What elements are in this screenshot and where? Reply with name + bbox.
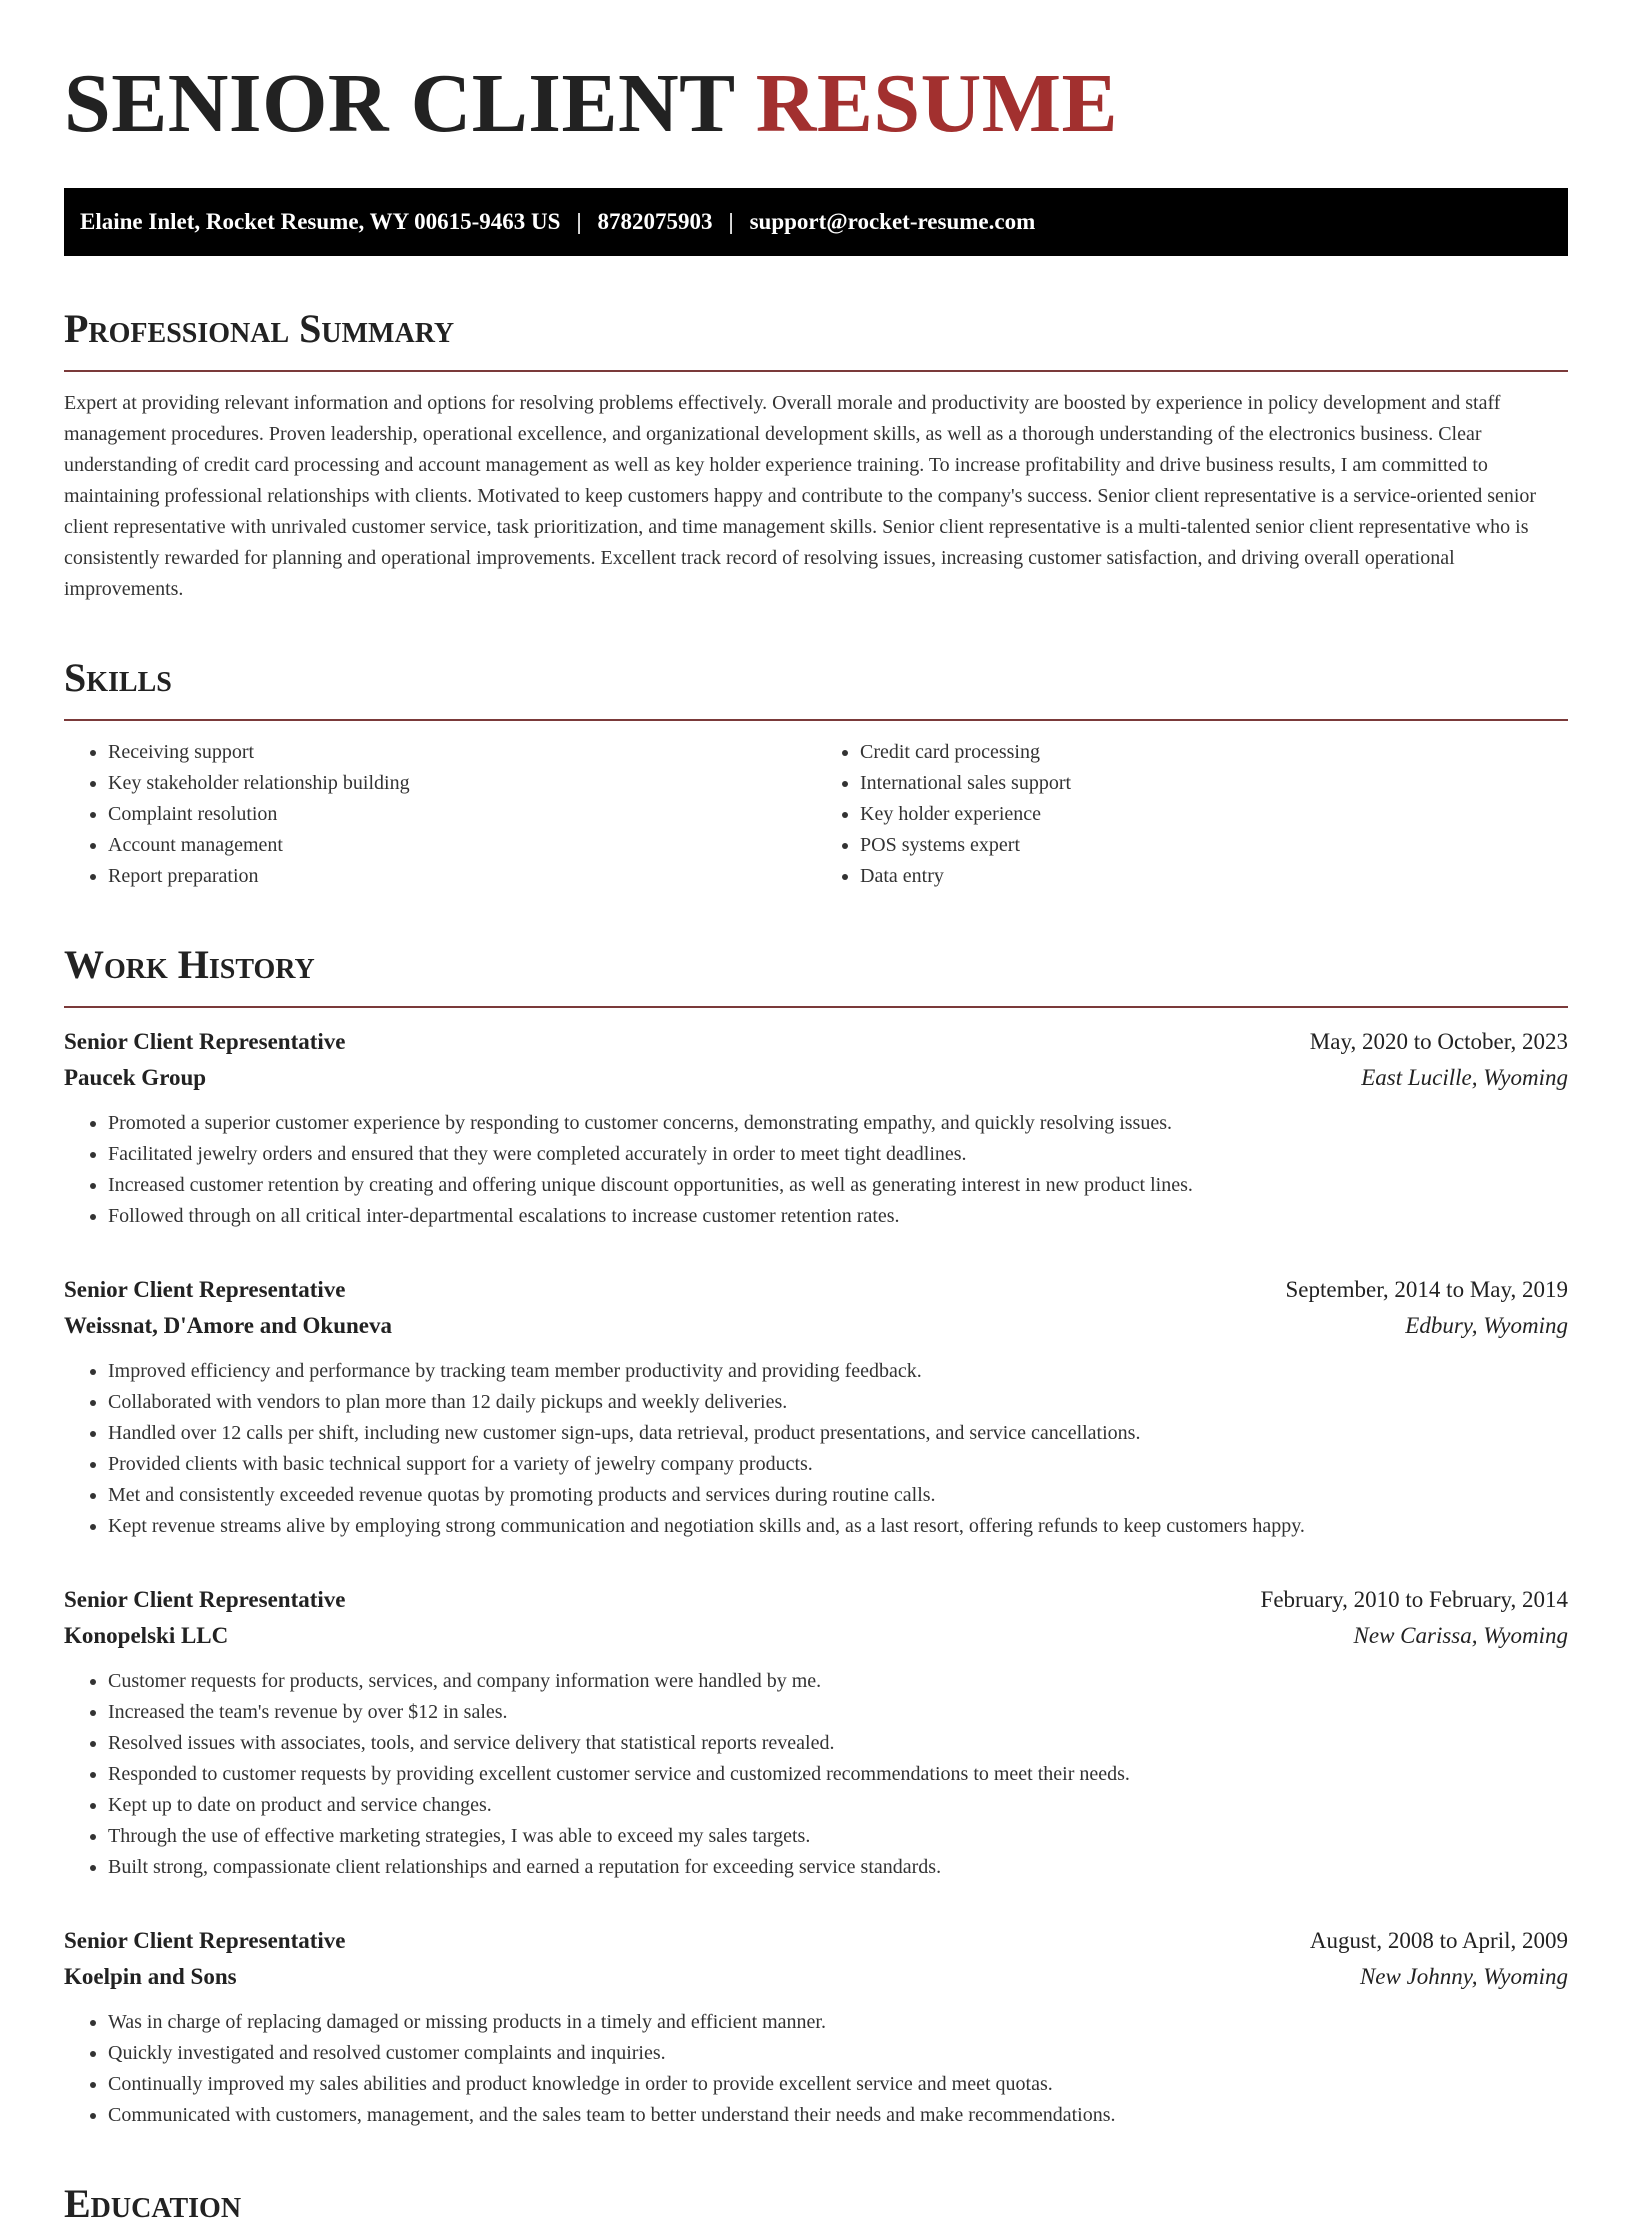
job-bullet: • Was in charge of replacing damaged or missing products in a timely and efficient manner.	[108, 2007, 1568, 2038]
education-heading: Education	[64, 2181, 242, 2226]
job-dates: August, 2008 to April, 2009	[1309, 1928, 1568, 1953]
job-bullet: • Promoted a superior customer experience by responding to customer concerns, demonstrating empathy, and quickly resolving issues.	[108, 1108, 1568, 1139]
skill-item: • Credit card processing	[860, 737, 1568, 768]
job-dates: May, 2020 to October, 2023	[1309, 1029, 1568, 1054]
job-bullet: • Met and consistently exceeded revenue quotas by promoting products and services during routine calls.	[108, 1480, 1568, 1511]
job-location: Edbury, Wyoming	[1405, 1313, 1568, 1338]
job-title: Senior Client Representative	[64, 1587, 346, 1612]
job-title: Senior Client Representative	[64, 1928, 346, 1953]
job-entry	[64, 1024, 1568, 1232]
job-bullet: • Improved efficiency and performance by tracking team member productivity and providing feedback.	[108, 1356, 1568, 1387]
skill-item: • Key holder experience	[860, 799, 1568, 830]
contact-email: support@rocket-resume.com	[749, 209, 1036, 234]
section-divider	[64, 1006, 1568, 1008]
skills-heading: Skills	[64, 655, 172, 700]
skill-item: • Complaint resolution	[108, 799, 816, 830]
job-location: East Lucille, Wyoming	[1361, 1065, 1568, 1090]
job-bullet: • Communicated with customers, management, and the sales team to better understand their needs and make recommendations.	[108, 2100, 1568, 2131]
summary-heading: Professional Summary	[64, 306, 455, 351]
skills-columns	[64, 737, 1568, 892]
job-location: New Carissa, Wyoming	[1353, 1623, 1568, 1648]
job-bullet: • Through the use of effective marketing strategies, I was able to exceed my sales targets.	[108, 1821, 1568, 1852]
job-title: Senior Client Representative	[64, 1277, 346, 1302]
job-bullet: • Provided clients with basic technical support for a variety of jewelry company products.	[108, 1449, 1568, 1480]
job-bullet: • Kept revenue streams alive by employing strong communication and negotiation skills and, as a last resort, offering refunds to keep customers happy.	[108, 1511, 1568, 1542]
job-company: Weissnat, D'Amore and Okuneva	[64, 1313, 393, 1338]
job-dates: February, 2010 to February, 2014	[1260, 1587, 1568, 1612]
skills-section	[64, 653, 1568, 892]
summary-section	[64, 304, 1568, 605]
resume-title	[64, 56, 1568, 152]
work-history-heading: Work History	[64, 942, 315, 987]
skill-item: • Data entry	[860, 861, 1568, 892]
job-bullet: • Responded to customer requests by providing excellent customer service and customized recommendations to meet their needs.	[108, 1759, 1568, 1790]
title-main: SENIOR CLIENT	[64, 57, 735, 150]
skill-item: • Report preparation	[108, 861, 816, 892]
contact-address: Elaine Inlet, Rocket Resume, WY 00615-9463 US	[80, 209, 561, 234]
contact-separator: |	[728, 209, 734, 234]
summary-text: Expert at providing relevant information and options for resolving problems effectively. Overall morale and productivity are boosted by experience in policy development and staff management procedures. Proven leadership, operational excellence, and organizational development skills, as well as a thorough understanding of the electronics business. Clear understanding of credit card processing and account management as well as key holder experience training. To increase profitability and drive business results, I am committed to maintaining professional relationships with clients. Motivated to keep customers happy and contribute to the company's success. Senior client representative is a service-oriented senior client representative with unrivaled customer service, task prioritization, and time management skills. Senior client representative is a multi-talented senior client representative who is consistently rewarded for planning and operational improvements. Excellent track record of resolving issues, increasing customer satisfaction, and driving overall operational improvements.	[64, 392, 1537, 600]
job-location: New Johnny, Wyoming	[1359, 1964, 1568, 1989]
skill-item: • Account management	[108, 830, 816, 861]
skill-item: • Receiving support	[108, 737, 816, 768]
job-bullet: • Continually improved my sales abilities and product knowledge in order to provide excellent service and meet quotas.	[108, 2069, 1568, 2100]
job-entry	[64, 1582, 1568, 1883]
contact-phone: 8782075903	[597, 209, 713, 234]
job-bullet: • Customer requests for products, services, and company information were handled by me.	[108, 1666, 1568, 1697]
job-bullet: • Followed through on all critical inter-departmental escalations to increase customer retention rates.	[108, 1201, 1568, 1232]
skill-item: • Key stakeholder relationship building	[108, 768, 816, 799]
job-title: Senior Client Representative	[64, 1029, 346, 1054]
job-bullet: • Increased the team's revenue by over $12 in sales.	[108, 1697, 1568, 1728]
skill-item: • POS systems expert	[860, 830, 1568, 861]
section-divider	[64, 719, 1568, 721]
job-bullet: • Kept up to date on product and service changes.	[108, 1790, 1568, 1821]
job-bullets	[64, 2007, 1568, 2131]
job-entry	[64, 1272, 1568, 1542]
job-bullets	[64, 1108, 1568, 1232]
job-bullet: • Built strong, compassionate client relationships and earned a reputation for exceeding service standards.	[108, 1852, 1568, 1883]
job-bullet: • Collaborated with vendors to plan more than 12 daily pickups and weekly deliveries.	[108, 1387, 1568, 1418]
job-bullets	[64, 1666, 1568, 1883]
education-section	[64, 2179, 1568, 2229]
skills-list-left	[64, 737, 816, 892]
work-history-section	[64, 940, 1568, 2131]
job-bullet: • Quickly investigated and resolved customer complaints and inquiries.	[108, 2038, 1568, 2069]
skills-list-right	[816, 737, 1568, 892]
contact-separator: |	[576, 209, 582, 234]
title-accent: RESUME	[755, 57, 1119, 150]
job-company: Konopelski LLC	[64, 1623, 229, 1648]
job-company: Koelpin and Sons	[64, 1964, 237, 1989]
job-bullets	[64, 1356, 1568, 1542]
job-bullet: • Increased customer retention by creating and offering unique discount opportunities, as well as generating interest in new product lines.	[108, 1170, 1568, 1201]
contact-bar	[64, 188, 1568, 256]
job-entry	[64, 1923, 1568, 2131]
job-bullet: • Resolved issues with associates, tools, and service delivery that statistical reports revealed.	[108, 1728, 1568, 1759]
section-divider	[64, 370, 1568, 372]
job-bullet: • Handled over 12 calls per shift, including new customer sign-ups, data retrieval, product presentations, and service cancellations.	[108, 1418, 1568, 1449]
job-dates: September, 2014 to May, 2019	[1285, 1277, 1568, 1302]
job-company: Paucek Group	[64, 1065, 207, 1090]
job-bullet: • Facilitated jewelry orders and ensured that they were completed accurately in order to meet tight deadlines.	[108, 1139, 1568, 1170]
skill-item: • International sales support	[860, 768, 1568, 799]
